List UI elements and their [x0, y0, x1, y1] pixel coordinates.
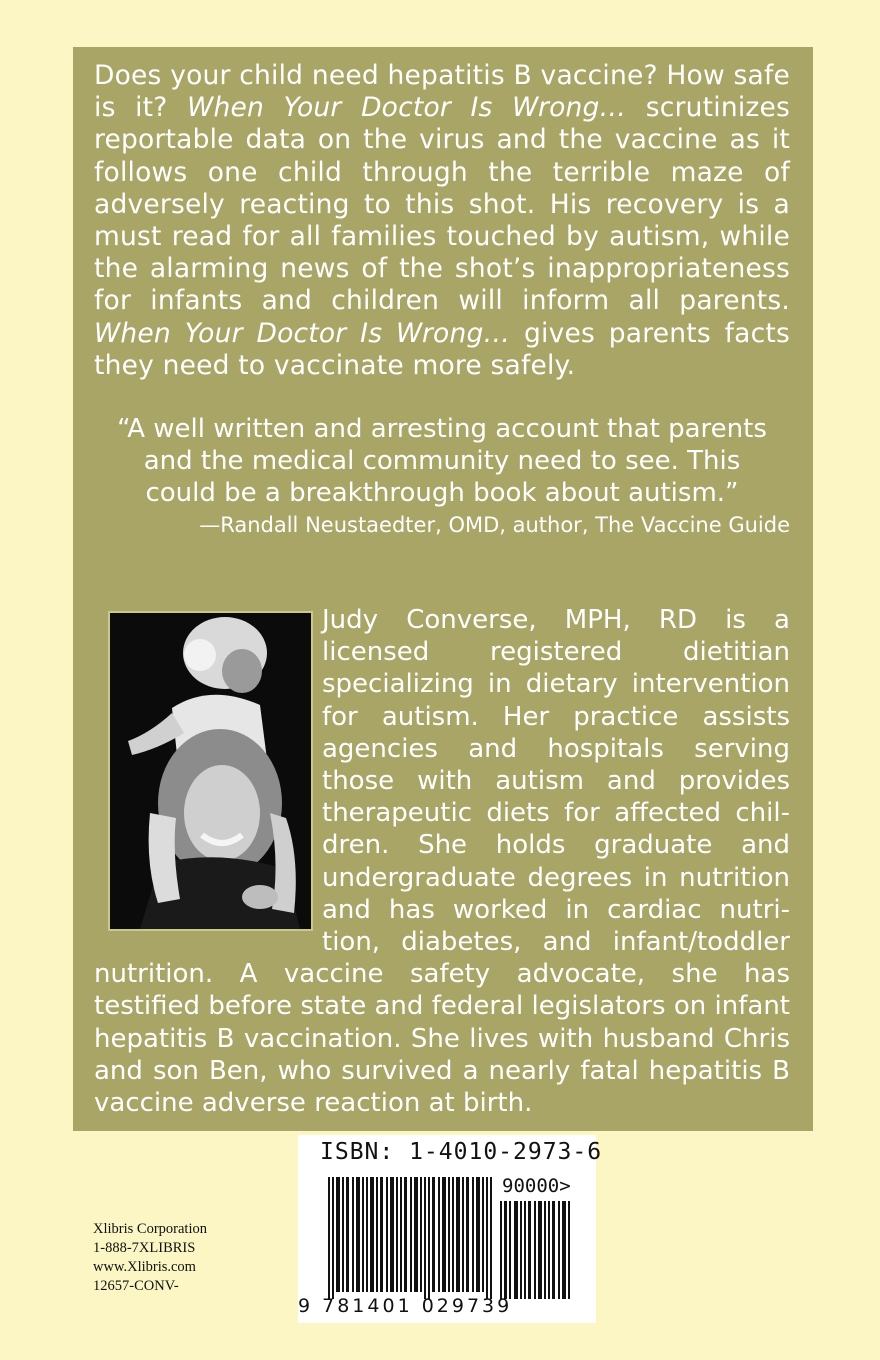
- author-photo: [108, 611, 313, 931]
- publisher-website: www.Xlibris.com: [93, 1259, 196, 1275]
- publisher-name: Xlibris Corporation: [93, 1221, 207, 1237]
- book-title-1: When Your Doctor Is Wrong…: [187, 92, 627, 124]
- ean-digits: 9 781401 029739: [298, 1295, 513, 1317]
- book-blurb: [94, 60, 790, 382]
- author-photo-image: [110, 613, 311, 929]
- blurb-part-3: gives parents facts they need to vaccinate more safely.: [94, 317, 790, 381]
- blurb-part-2: scrutinizes reportable data on the virus and the vaccine as it follows one child through the terrible maze of adversely reacting to this shot. His recovery is a must read for all families touched by autism, while the alarming news of the shot’s inappropriateness for infants and children will inform all parents.: [94, 92, 790, 317]
- endorsement-quote: [94, 413, 790, 509]
- publisher-info: [93, 1220, 207, 1296]
- isbn-barcode: [298, 1135, 603, 1323]
- quote-line-3: could be a breakthrough book about autism.”: [145, 478, 739, 508]
- publisher-code: 12657-CONV-: [93, 1278, 179, 1294]
- isbn-label: ISBN: 1-4010-2973-6: [320, 1139, 603, 1165]
- book-title-2: When Your Doctor Is Wrong…: [94, 317, 511, 349]
- author-bio-text: Judy Converse, MPH, RD is a licensed registered dietitian specializing in dietary intervention for autism. Her practice assists agencies and hospitals serving those with autism and provides therapeutic diets for affected chil-dren. She holds graduate and undergraduate degrees in nutrition and has worked in cardiac nutri-tion, diabetes, and infant/toddler nutrition. A vaccine safety advocate, she has testified before state and federal legislators on infant hepatitis B vaccination. She lives with husband Chris and son Ben, who survived a nearly fatal hepatitis B vaccine adverse reaction at birth.: [94, 605, 790, 1119]
- quote-attribution: —Randall Neustaedter, OMD, author, The Vaccine Guide: [199, 513, 790, 537]
- quote-line-2: and the medical community need to see. This: [143, 446, 741, 476]
- price-code: 90000>: [502, 1175, 571, 1197]
- blurb-part-1: Does your child need hepatitis B vaccine? How safe is it?: [94, 60, 790, 124]
- quote-line-1: “A well written and arresting account that parents: [117, 414, 767, 444]
- publisher-phone: 1-888-7XLIBRIS: [93, 1240, 196, 1256]
